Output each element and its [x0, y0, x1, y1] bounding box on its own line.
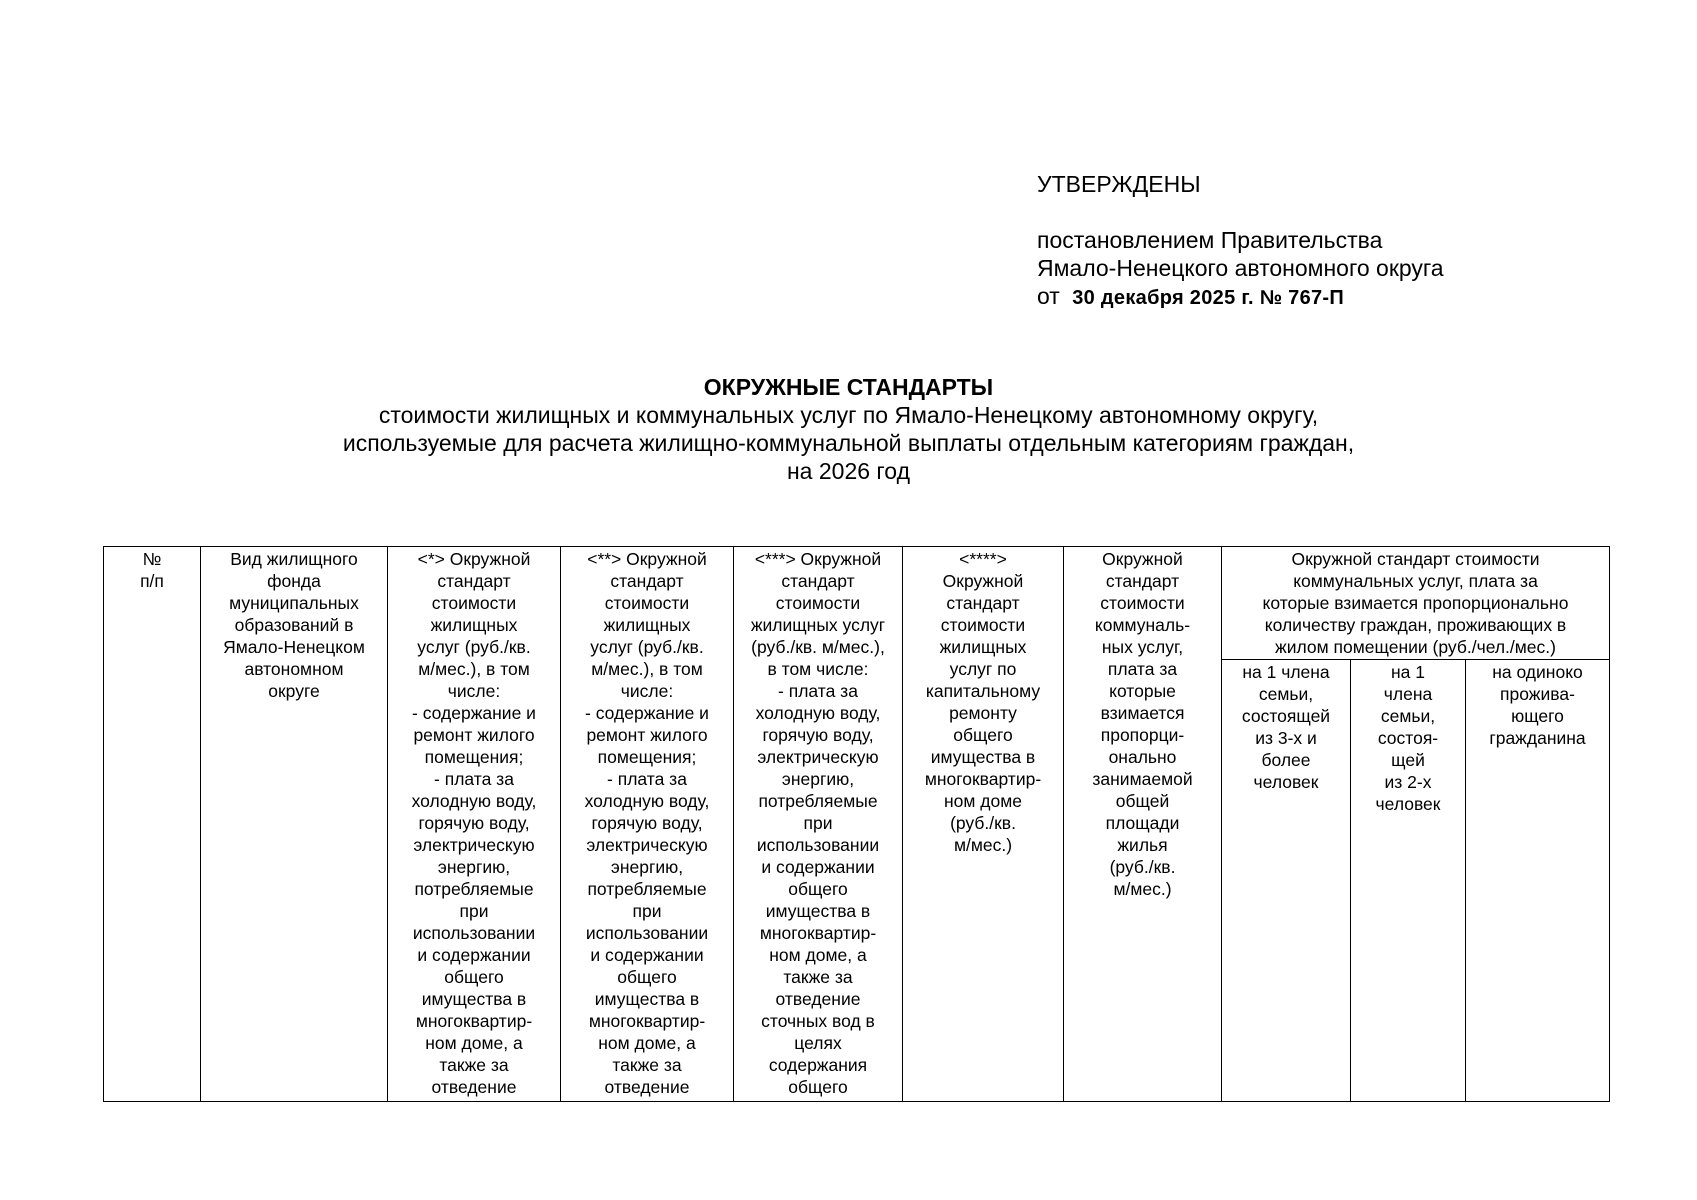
header-sub-3plus: на 1 члена семьи, состоящей из 3-х и более человек: [1222, 660, 1351, 1102]
header-group-per-person: Окружной стандарт стоимости коммунальных услуг, плата за которые взимается пропорционально количеству граждан, проживающих в жилом помещении (руб./чел./мес.): [1222, 547, 1610, 660]
document-subtitle-line-2: используемые для расчета жилищно-коммунальной выплаты отдельным категориям граждан,: [342, 430, 1355, 456]
approval-gap: [1037, 198, 1444, 226]
header-standard-4: <****> Окружной стандарт стоимости жилищных услуг по капитальному ремонту общего имущества в многоквартир- ном доме (руб./кв. м/мес.): [903, 547, 1064, 1102]
document-subtitle-line-3: на 2026 год: [786, 458, 911, 484]
document-subtitle-line-1: стоимости жилищных и коммунальных услуг по Ямало-Ненецкому автономному округу,: [378, 402, 1319, 428]
approval-from-prefix: от: [1037, 283, 1060, 309]
standards-table: [103, 546, 1610, 1102]
header-standard-5: Окружной стандарт стоимости коммуналь- ных услуг, плата за которые взимается пропорци- онально занимаемой общей площади жилья (руб./кв. м/мес.): [1064, 547, 1222, 1102]
approval-line-1: постановлением Правительства: [1037, 227, 1383, 253]
header-sub-single: на одиноко прожива- ющего гражданина: [1466, 660, 1610, 1102]
approval-block: [1037, 170, 1444, 312]
header-sub-2: на 1 члена семьи, состоя- щей из 2-х человек: [1351, 660, 1466, 1102]
approval-date-line: [1037, 282, 1444, 312]
approval-line-2: Ямало-Ненецкого автономного округа: [1037, 255, 1444, 281]
approval-date-number: 30 декабря 2025 г. № 767-П: [1072, 287, 1345, 309]
header-number: № п/п: [104, 547, 201, 1102]
header-standard-3: <***> Окружной стандарт стоимости жилищных услуг (руб./кв. м/мес.), в том числе: - плата за холодную воду, горячую воду, электрическую энергию, потребляемые при использовании и содержании общего имущества в многоквартир- ном доме, а также за отведение сточных вод в целях содержания общего: [734, 547, 903, 1102]
document-title-block: [0, 373, 1697, 485]
table-header-row-1: [104, 547, 1610, 660]
header-housing-type: Вид жилищного фонда муниципальных образований в Ямало-Ненецком автономном округе: [201, 547, 388, 1102]
approval-heading: УТВЕРЖДЕНЫ: [1037, 171, 1201, 197]
header-standard-1: <*> Окружной стандарт стоимости жилищных услуг (руб./кв. м/мес.), в том числе: - содержание и ремонт жилого помещения; - плата за холодную воду, горячую воду, электрическую энергию, потребляемые при использовании и содержании общего имущества в многоквартир- ном доме, а также за отведение: [388, 547, 561, 1102]
header-standard-2: <**> Окружной стандарт стоимости жилищных услуг (руб./кв. м/мес.), в том числе: - содержание и ремонт жилого помещения; - плата за холодную воду, горячую воду, электрическую энергию, потребляемые при использовании и содержании общего имущества в многоквартир- ном доме, а также за отведение: [561, 547, 734, 1102]
document-title: ОКРУЖНЫЕ СТАНДАРТЫ: [703, 374, 994, 400]
